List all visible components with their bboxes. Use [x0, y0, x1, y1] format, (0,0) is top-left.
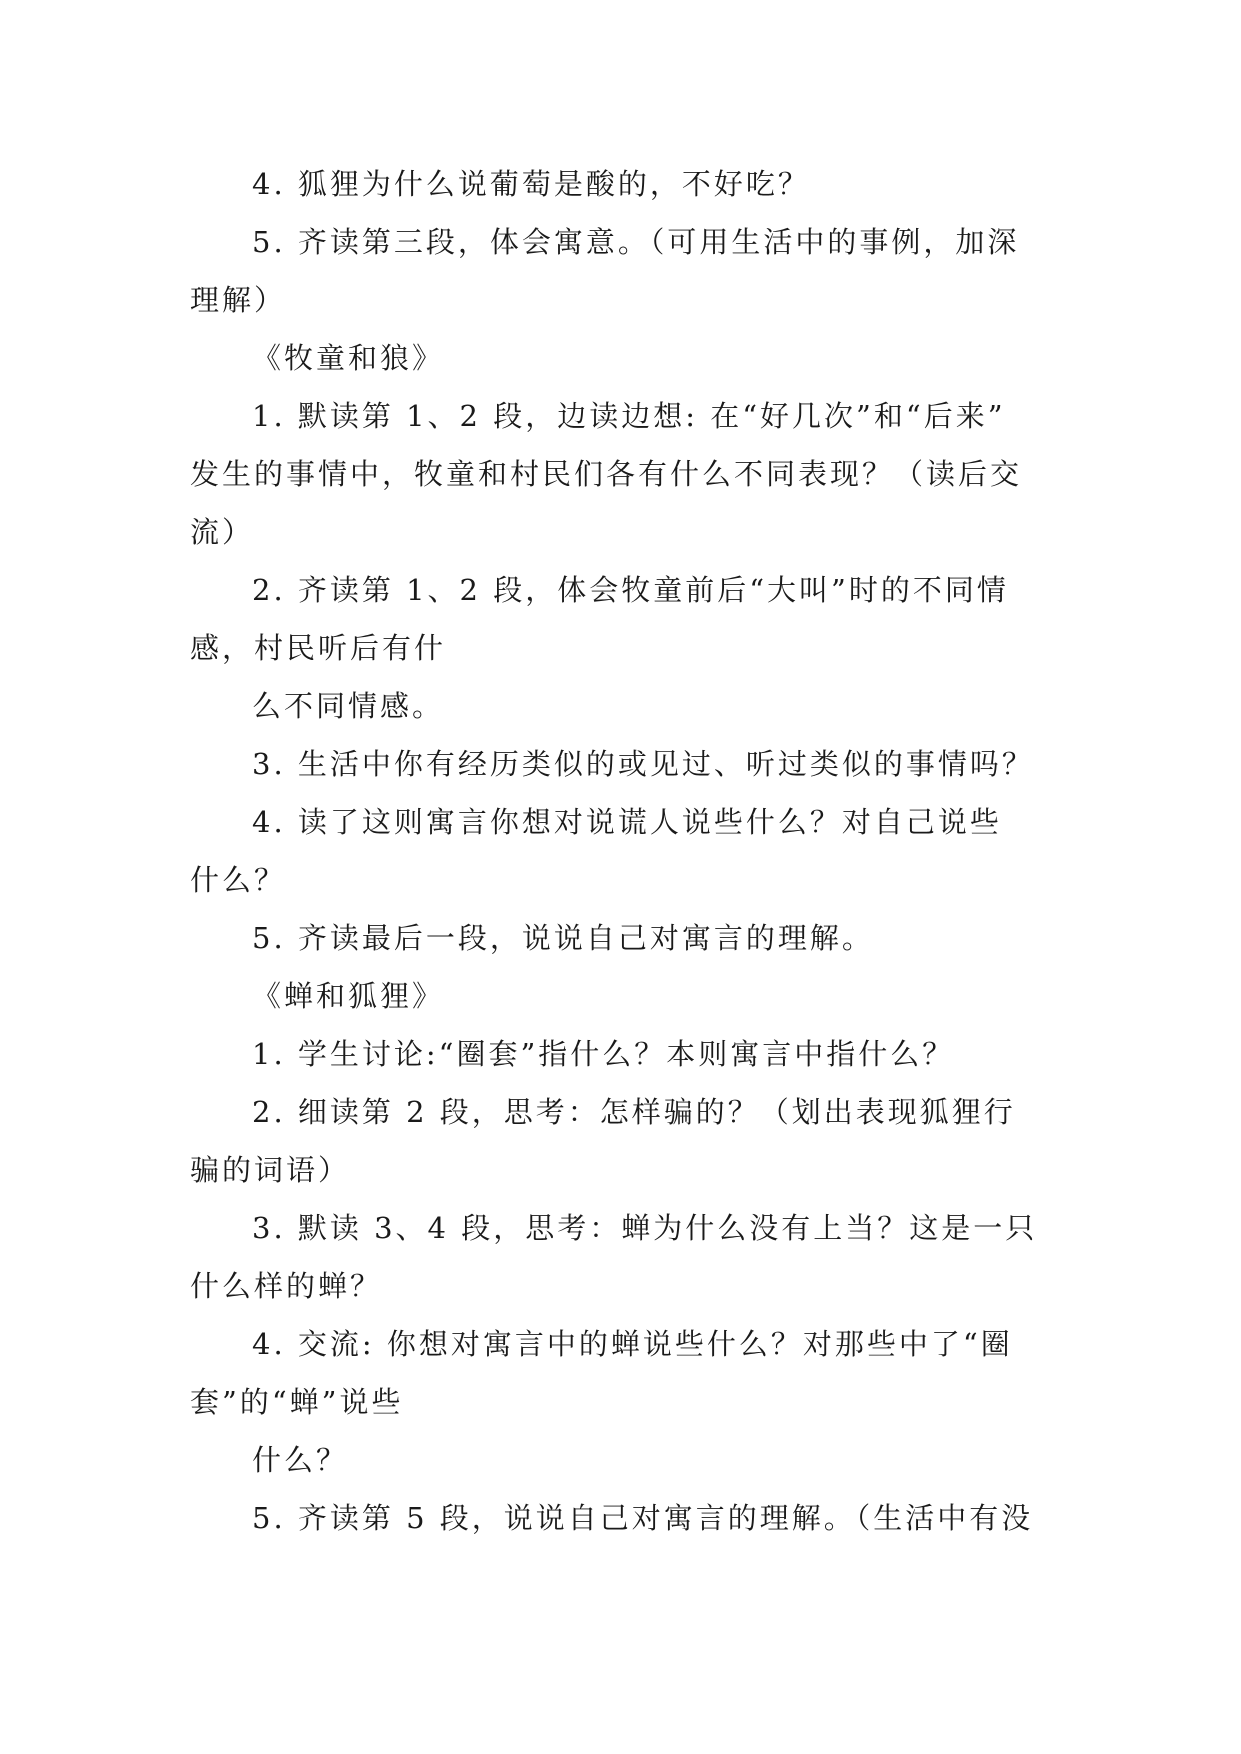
text-line: 感，村民听后有什 [190, 631, 447, 665]
section-title: 《蝉和狐狸》 [252, 979, 445, 1013]
text-line: 3. 生活中你有经历类似的或见过、听过类似的事情吗？ [252, 747, 1034, 781]
text-line: 骗的词语） [190, 1153, 351, 1187]
text-line: 套”的“蝉”说些 [190, 1385, 404, 1419]
text-line: 什么？ [252, 1443, 349, 1477]
text-line: 3. 默读 3、4 段，思考：蝉为什么没有上当？这是一只 [252, 1211, 1038, 1245]
text-line: 什么？ [190, 863, 287, 897]
section-title: 《牧童和狼》 [252, 341, 445, 375]
text-line: 发生的事情中，牧童和村民们各有什么不同表现？（读后交 [190, 457, 1023, 491]
text-line: 流） [190, 515, 255, 549]
text-line: 2. 齐读第 1、2 段，体会牧童前后“大叫”时的不同情 [252, 573, 1009, 607]
text-line: 5. 齐读最后一段，说说自己对寓言的理解。 [252, 921, 874, 955]
text-column [190, 155, 1050, 1547]
text-line: 1. 默读第 1、2 段，边读边想: 在“好几次”和“后来” [252, 399, 1006, 433]
text-line: 4. 狐狸为什么说葡萄是酸的，不好吃？ [252, 167, 810, 201]
text-line: 4. 读了这则寓言你想对说谎人说些什么？对自己说些 [252, 805, 1002, 839]
text-line: 1. 学生讨论:“圈套”指什么？本则寓言中指什么？ [252, 1037, 955, 1071]
text-line: 么不同情感。 [252, 689, 445, 723]
text-line: 5. 齐读第三段，体会寓意。（可用生活中的事例，加深 [252, 225, 1020, 259]
text-line: 5. 齐读第 5 段，说说自己对寓言的理解。（生活中有没 [252, 1501, 1034, 1535]
text-line: 什么样的蝉？ [190, 1269, 383, 1303]
text-line: 4. 交流: 你想对寓言中的蝉说些什么？对那些中了“圈 [252, 1327, 1013, 1361]
text-line: 2. 细读第 2 段，思考：怎样骗的？（划出表现狐狸行 [252, 1095, 1016, 1129]
text-line: 理解） [190, 283, 287, 317]
